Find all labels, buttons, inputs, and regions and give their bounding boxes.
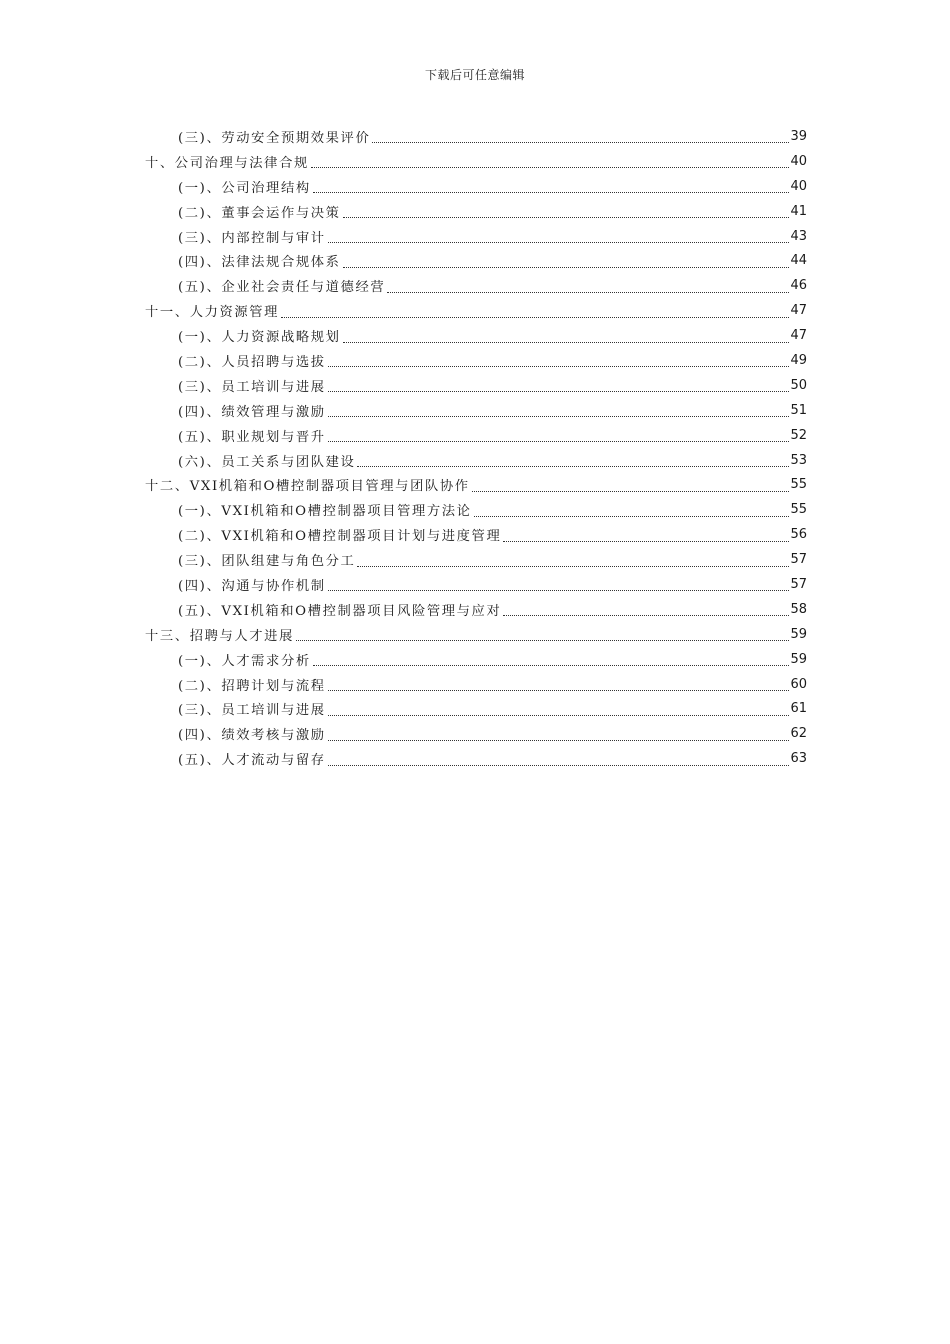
toc-page-number: 59 bbox=[790, 626, 807, 642]
toc-page-number: 53 bbox=[790, 452, 807, 468]
toc-dot-leader bbox=[357, 465, 789, 467]
toc-section-entry[interactable] bbox=[145, 423, 807, 448]
toc-entry-title: (一)、人才需求分析 bbox=[178, 650, 312, 669]
toc-entry-title: (三)、团队组建与角色分工 bbox=[178, 550, 356, 569]
toc-section-entry[interactable] bbox=[145, 124, 807, 149]
toc-page-number: 61 bbox=[790, 701, 807, 717]
toc-dot-leader bbox=[328, 440, 789, 442]
toc-page-number: 41 bbox=[790, 203, 807, 219]
toc-section-entry[interactable] bbox=[145, 323, 807, 348]
toc-dot-leader bbox=[328, 415, 789, 417]
toc-entry-title: (五)、人才流动与留存 bbox=[178, 749, 327, 768]
toc-section-entry[interactable] bbox=[145, 497, 807, 522]
toc-section-entry[interactable] bbox=[145, 174, 807, 199]
toc-section-entry[interactable] bbox=[145, 398, 807, 423]
toc-entry-title: (三)、内部控制与审计 bbox=[178, 227, 327, 246]
toc-entry-title: (二)、董事会运作与决策 bbox=[178, 202, 342, 221]
toc-entry-title: (二)、人员招聘与选拔 bbox=[178, 351, 327, 370]
toc-page-number: 40 bbox=[790, 153, 807, 169]
toc-dot-leader bbox=[281, 316, 789, 318]
toc-dot-leader bbox=[328, 689, 789, 691]
toc-entry-title: (五)、职业规划与晋升 bbox=[178, 426, 327, 445]
toc-page-number: 56 bbox=[790, 527, 807, 543]
toc-page-number: 50 bbox=[790, 377, 807, 393]
toc-dot-leader bbox=[313, 191, 789, 193]
toc-entry-title: (四)、绩效考核与激励 bbox=[178, 724, 327, 743]
toc-dot-leader bbox=[328, 739, 789, 741]
toc-entry-title: (三)、劳动安全预期效果评价 bbox=[178, 127, 371, 146]
toc-section-entry[interactable] bbox=[145, 224, 807, 249]
toc-section-entry[interactable] bbox=[145, 672, 807, 697]
toc-dot-leader bbox=[372, 141, 789, 143]
toc-page-number: 47 bbox=[790, 303, 807, 319]
toc-dot-leader bbox=[328, 714, 789, 716]
toc-entry-title: (四)、绩效管理与激励 bbox=[178, 401, 327, 420]
toc-section-entry[interactable] bbox=[145, 647, 807, 672]
toc-entry-title: (一)、VXI机箱和O槽控制器项目管理方法论 bbox=[178, 500, 473, 519]
toc-section-entry[interactable] bbox=[145, 273, 807, 298]
toc-entry-title: (一)、人力资源战略规划 bbox=[178, 326, 342, 345]
toc-dot-leader bbox=[328, 764, 789, 766]
toc-entry-title: 十二、VXI机箱和O槽控制器项目管理与团队协作 bbox=[145, 475, 471, 494]
toc-page-number: 39 bbox=[790, 128, 807, 144]
toc-entry-title: (三)、员工培训与进展 bbox=[178, 699, 327, 718]
toc-chapter-entry[interactable] bbox=[145, 472, 807, 497]
toc-entry-title: 十、公司治理与法律合规 bbox=[145, 152, 310, 171]
toc-entry-title: (二)、VXI机箱和O槽控制器项目计划与进度管理 bbox=[178, 525, 502, 544]
toc-entry-title: (一)、公司治理结构 bbox=[178, 177, 312, 196]
toc-dot-leader bbox=[343, 341, 789, 343]
toc-page-number: 51 bbox=[790, 402, 807, 418]
toc-dot-leader bbox=[474, 515, 789, 517]
toc-section-entry[interactable] bbox=[145, 373, 807, 398]
toc-section-entry[interactable] bbox=[145, 746, 807, 771]
toc-page-number: 55 bbox=[790, 477, 807, 493]
toc-page-number: 60 bbox=[790, 676, 807, 692]
toc-entry-title: (三)、员工培训与进展 bbox=[178, 376, 327, 395]
toc-dot-leader bbox=[503, 614, 789, 616]
toc-section-entry[interactable] bbox=[145, 696, 807, 721]
toc-dot-leader bbox=[328, 365, 789, 367]
toc-dot-leader bbox=[343, 216, 789, 218]
toc-section-entry[interactable] bbox=[145, 248, 807, 273]
toc-dot-leader bbox=[328, 241, 789, 243]
toc-section-entry[interactable] bbox=[145, 348, 807, 373]
table-of-contents bbox=[145, 124, 807, 771]
toc-page-number: 55 bbox=[790, 502, 807, 518]
toc-page-number: 57 bbox=[790, 552, 807, 568]
toc-section-entry[interactable] bbox=[145, 448, 807, 473]
toc-dot-leader bbox=[296, 639, 789, 641]
toc-entry-title: (四)、法律法规合规体系 bbox=[178, 251, 342, 270]
toc-dot-leader bbox=[343, 266, 789, 268]
toc-dot-leader bbox=[503, 540, 789, 542]
toc-page-number: 43 bbox=[790, 228, 807, 244]
toc-section-entry[interactable] bbox=[145, 522, 807, 547]
toc-section-entry[interactable] bbox=[145, 572, 807, 597]
toc-chapter-entry[interactable] bbox=[145, 149, 807, 174]
page-header: 下载后可任意编辑 bbox=[424, 68, 525, 82]
toc-section-entry[interactable] bbox=[145, 547, 807, 572]
toc-section-entry[interactable] bbox=[145, 721, 807, 746]
toc-entry-title: (五)、企业社会责任与道德经营 bbox=[178, 276, 386, 295]
toc-page-number: 57 bbox=[790, 576, 807, 592]
toc-page-number: 44 bbox=[790, 253, 807, 269]
toc-dot-leader bbox=[357, 565, 789, 567]
toc-page-number: 62 bbox=[790, 726, 807, 742]
toc-page-number: 63 bbox=[790, 751, 807, 767]
toc-entry-title: 十三、招聘与人才进展 bbox=[145, 625, 295, 644]
toc-entry-title: (二)、招聘计划与流程 bbox=[178, 675, 327, 694]
toc-dot-leader bbox=[387, 291, 789, 293]
toc-dot-leader bbox=[311, 166, 789, 168]
toc-page-number: 49 bbox=[790, 352, 807, 368]
toc-dot-leader bbox=[472, 490, 789, 492]
toc-entry-title: 十一、人力资源管理 bbox=[145, 301, 280, 320]
toc-page-number: 52 bbox=[790, 427, 807, 443]
toc-page-number: 59 bbox=[790, 651, 807, 667]
toc-section-entry[interactable] bbox=[145, 199, 807, 224]
toc-dot-leader bbox=[328, 589, 789, 591]
toc-chapter-entry[interactable] bbox=[145, 622, 807, 647]
toc-dot-leader bbox=[328, 390, 789, 392]
toc-page-number: 47 bbox=[790, 328, 807, 344]
toc-page-number: 58 bbox=[790, 601, 807, 617]
toc-dot-leader bbox=[313, 664, 789, 666]
toc-entry-title: (四)、沟通与协作机制 bbox=[178, 575, 327, 594]
toc-chapter-entry[interactable] bbox=[145, 298, 807, 323]
toc-entry-title: (五)、VXI机箱和O槽控制器项目风险管理与应对 bbox=[178, 600, 502, 619]
toc-entry-title: (六)、员工关系与团队建设 bbox=[178, 451, 356, 470]
toc-page-number: 40 bbox=[790, 178, 807, 194]
toc-page-number: 46 bbox=[790, 278, 807, 294]
toc-section-entry[interactable] bbox=[145, 597, 807, 622]
